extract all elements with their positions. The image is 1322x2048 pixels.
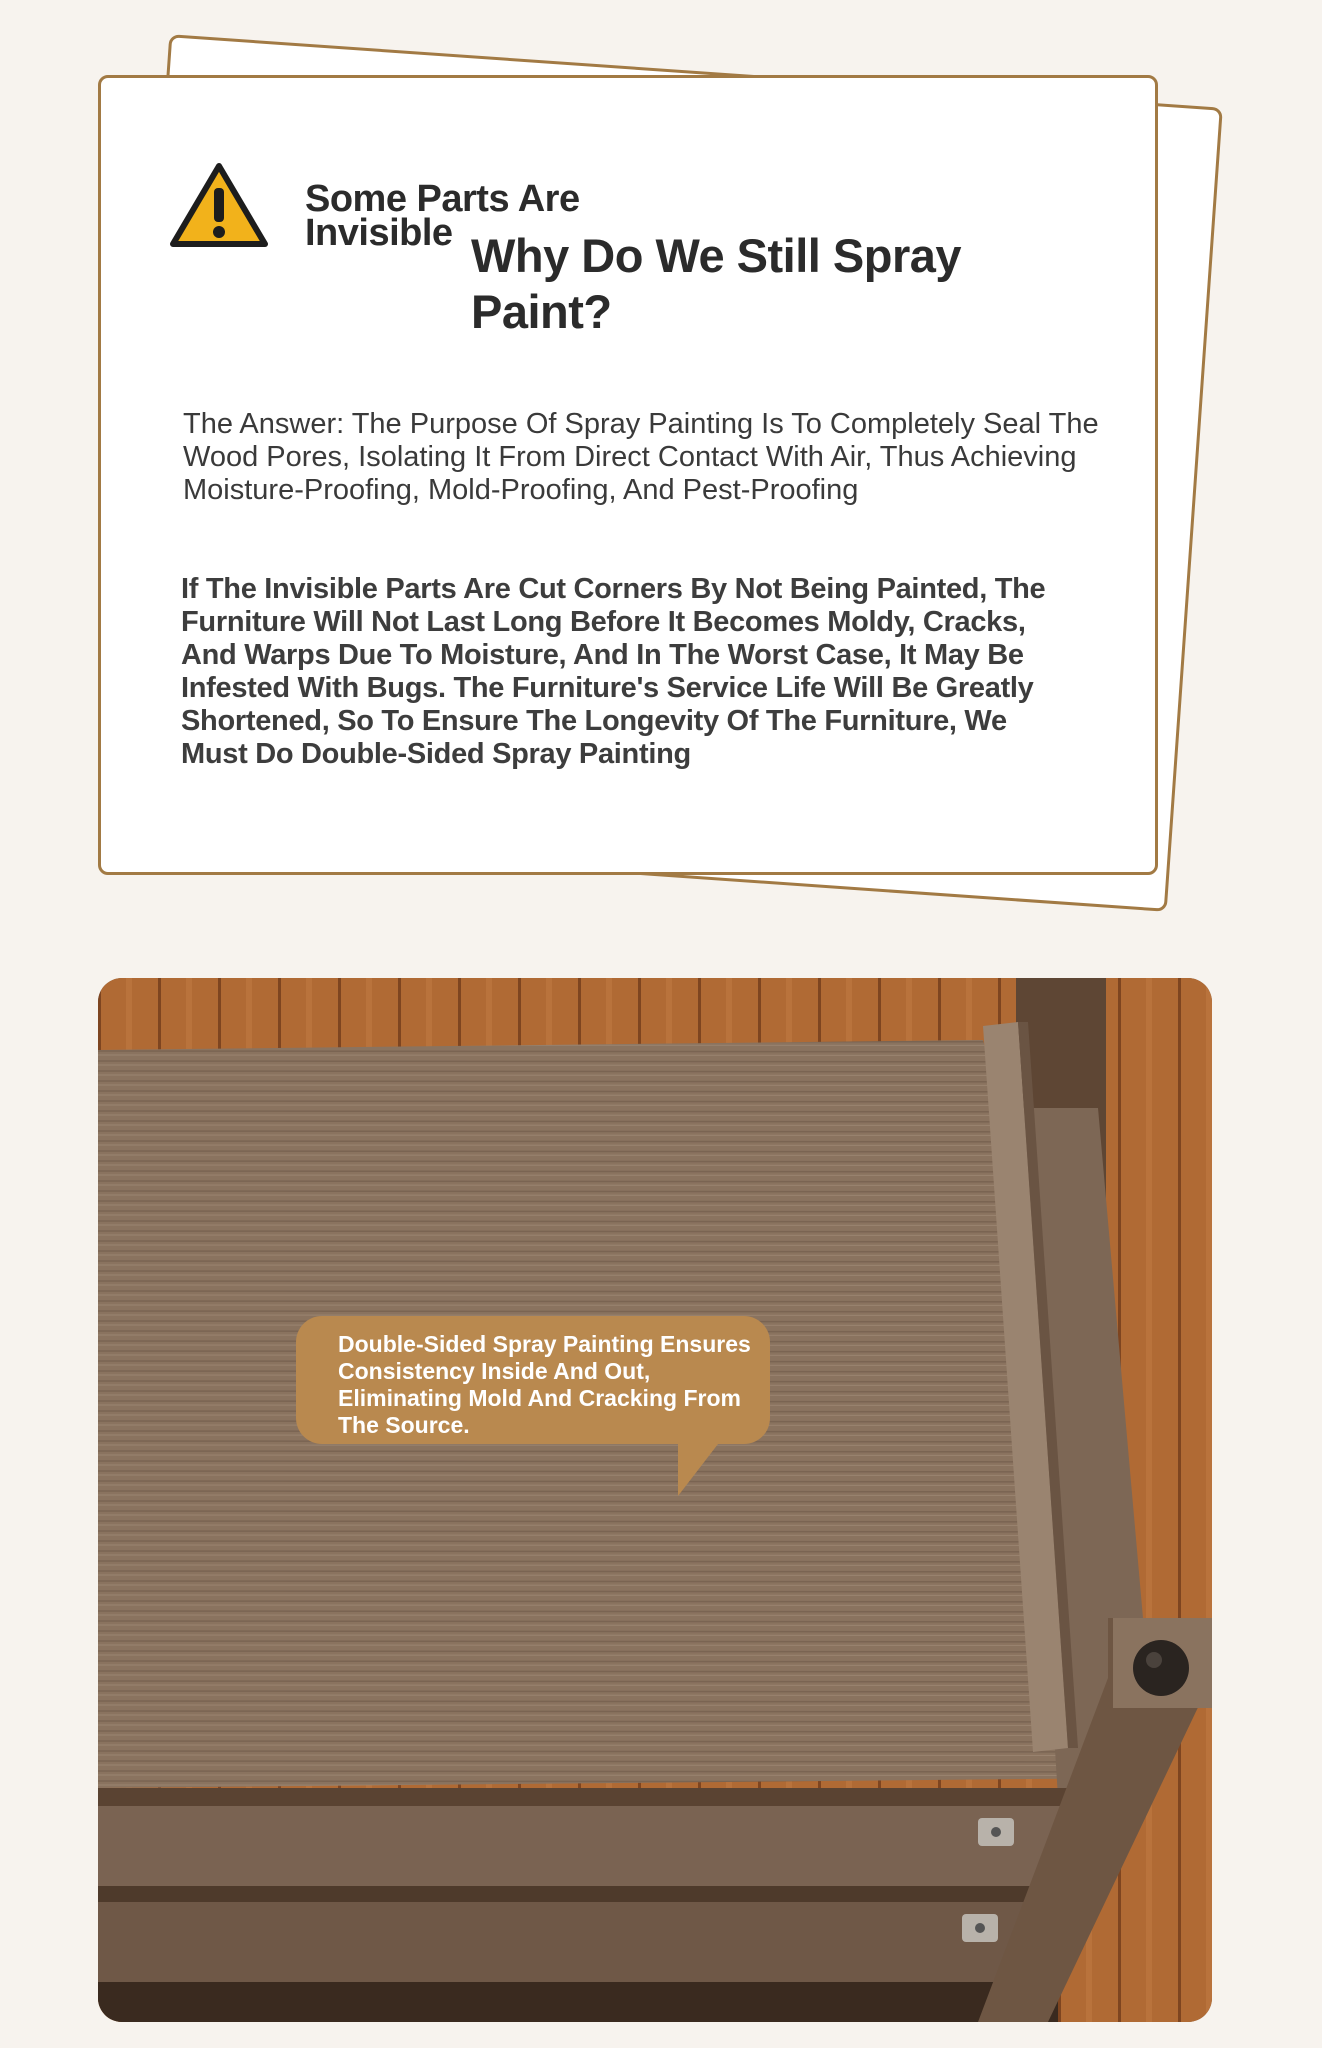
answer-paragraph: The Answer: The Purpose Of Spray Painting Is To Completely Seal The Wood Pores, Isolating It From Direct Contact With Air, Thus Achieving Moisture-Proofing, Mold-Proofing, And Pest-Proofing — [183, 408, 1099, 506]
card-subheading: Some Parts Are Invisible — [305, 178, 580, 254]
card-title: Why Do We Still Spray Paint? — [471, 229, 962, 338]
consequence-paragraph: If The Invisible Parts Are Cut Corners By Not Being Painted, The Furniture Will Not Last Long Before It Becomes Moldy, Cracks, And Warps Due To Moisture, And In The Worst Case, It May Be Infested With Bugs. The Furniture's Service Life Will Be Greatly Shortened, So To Ensure The Longevity Of The Furniture, We Must Do Double-Sided Spray Painting — [181, 573, 1046, 770]
callout-text: Double-Sided Spray Painting Ensures Consistency Inside And Out, Eliminating Mold And Cracking From The Source. — [338, 1331, 751, 1438]
warning-icon — [169, 162, 269, 250]
info-card — [98, 75, 1158, 875]
furniture-photo — [98, 978, 1212, 2022]
wood-cabinet-illustration — [98, 978, 1212, 2022]
